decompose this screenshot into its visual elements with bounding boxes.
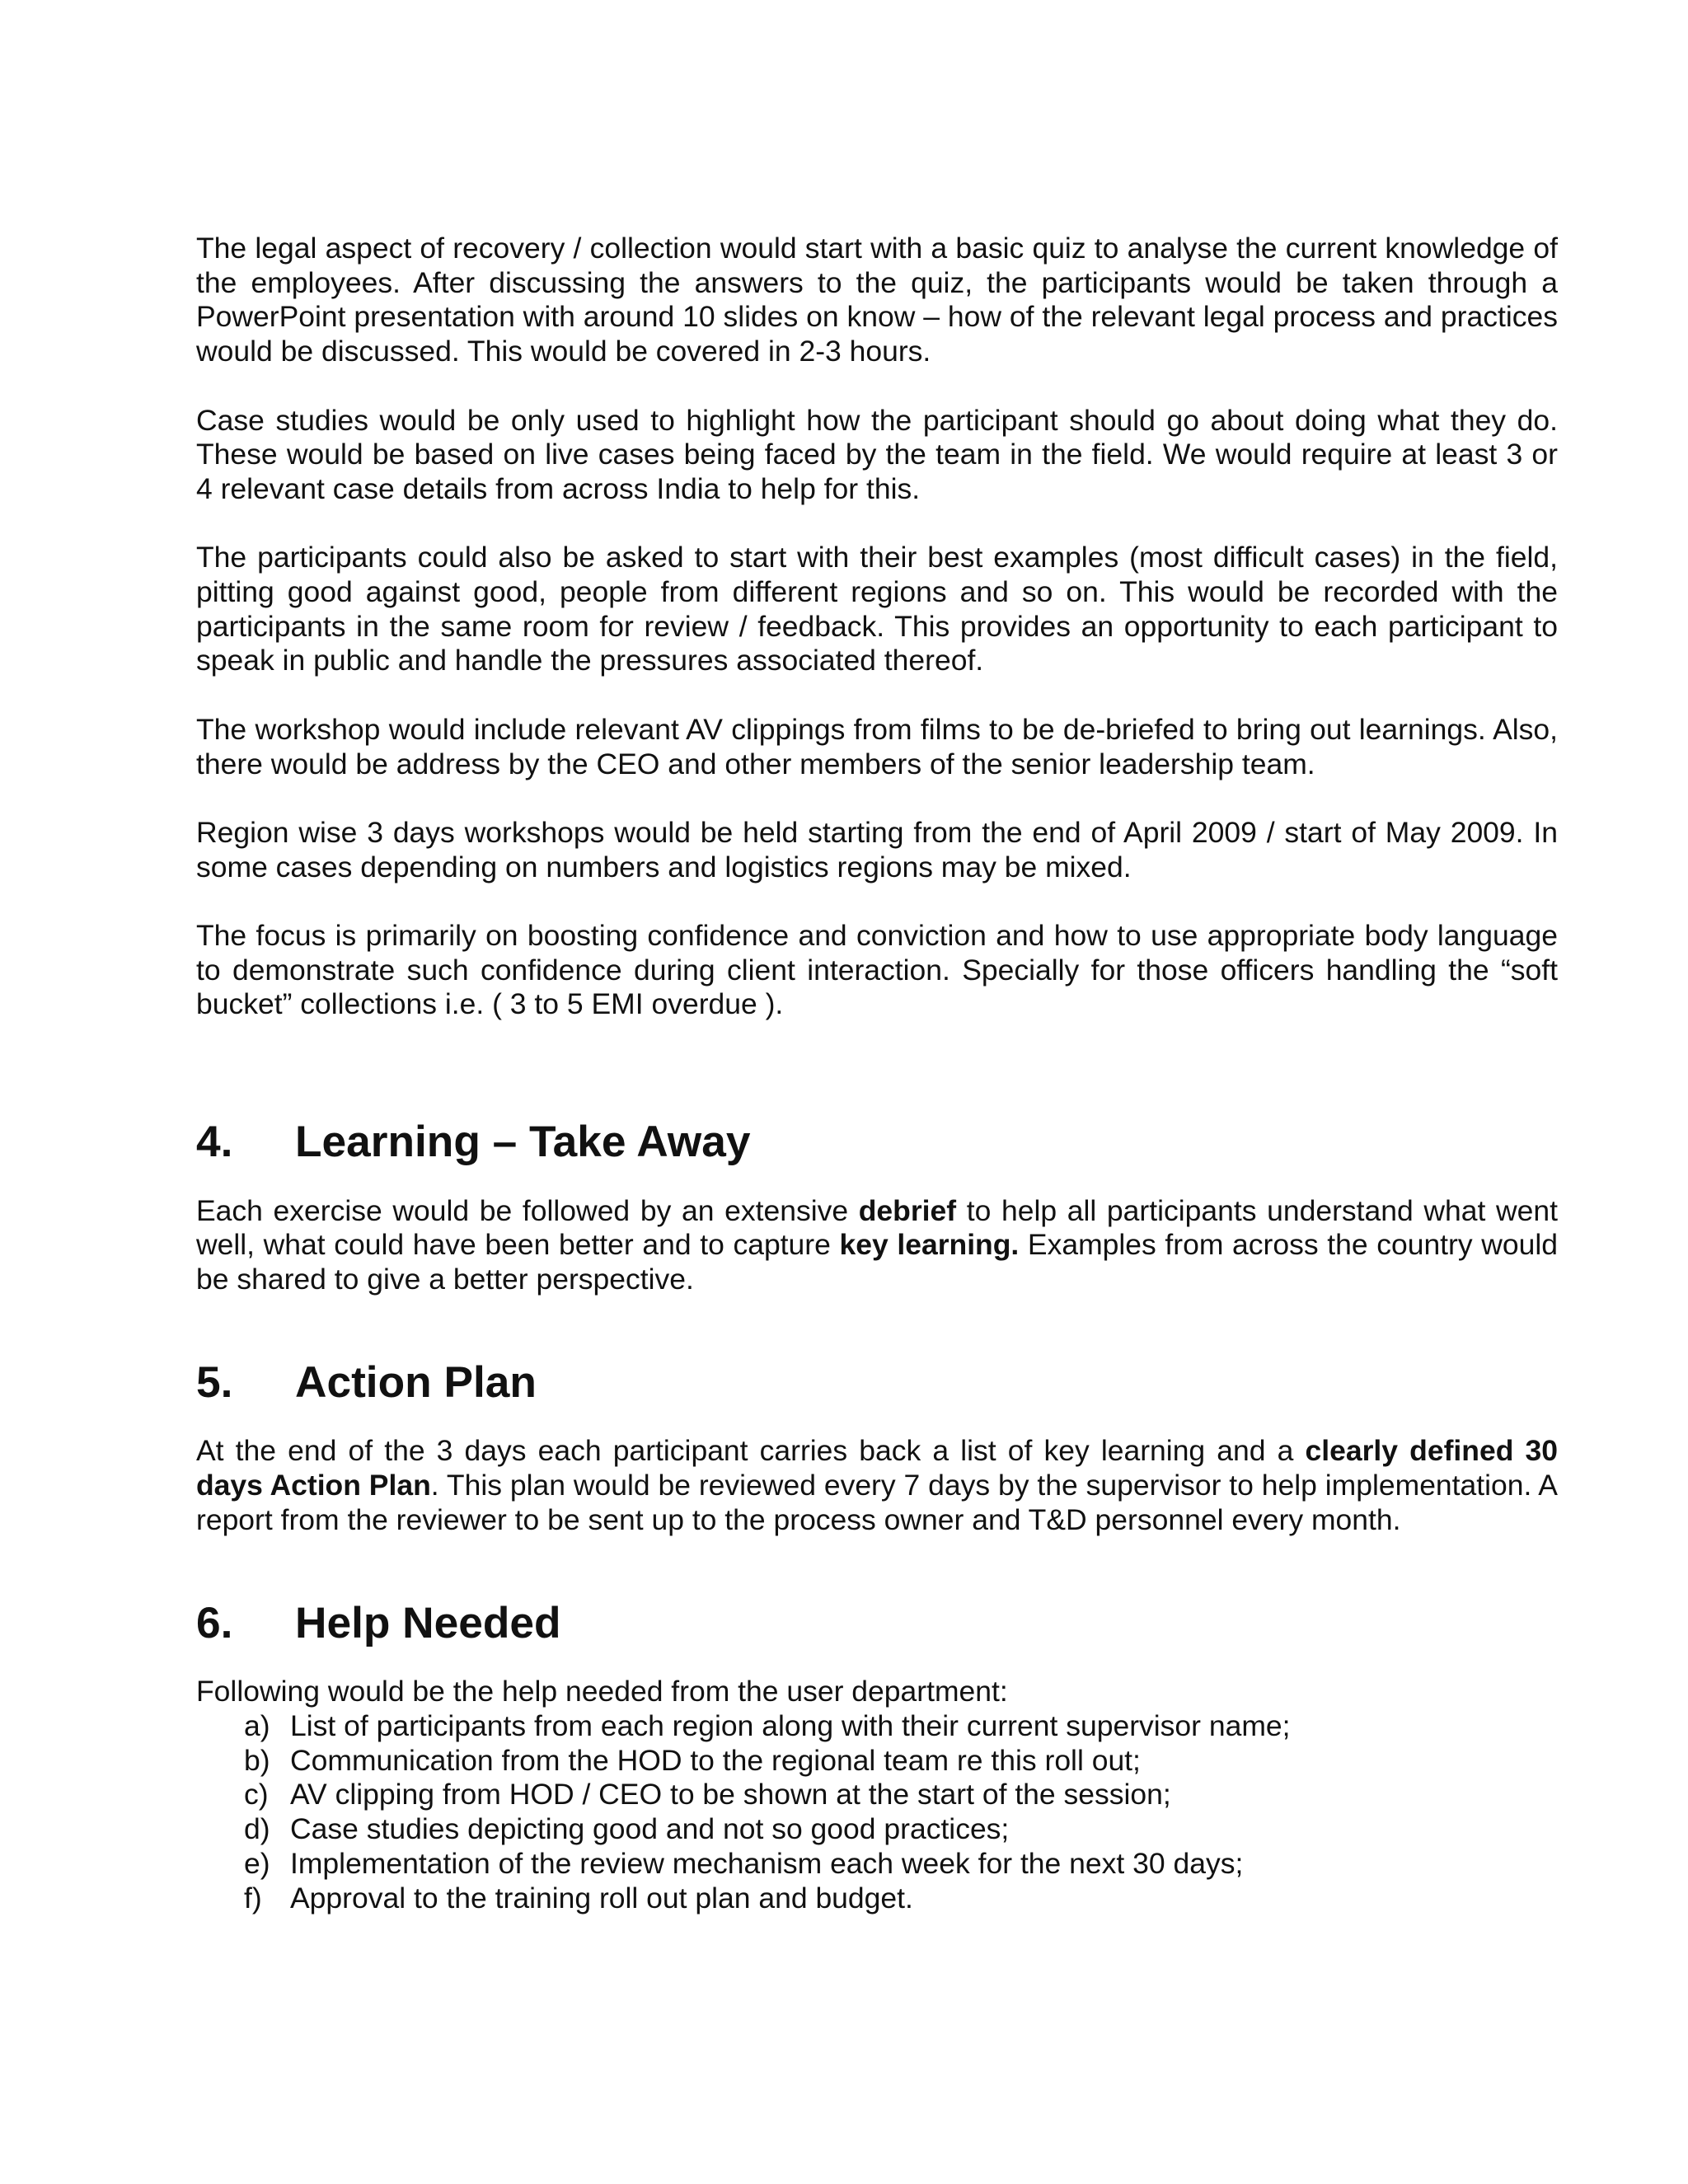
- paragraph-case-studies: Case studies would be only used to highlight how the participant should go about doing what they do. These would be based on live cases being faced by the team in the field. We would require at least 3 or 4 relevant case details from across India to help for this.: [196, 403, 1558, 505]
- section-title: Action Plan: [295, 1358, 537, 1408]
- paragraph-av-clippings: The workshop would include relevant AV clippings from films to be de-briefed to bring out learnings. Also, there would be address by the CEO and other members of the senior leadership team.: [196, 712, 1558, 780]
- paragraph-best-examples: The participants could also be asked to start with their best examples (most difficult cases) in the field, pitting good against good, people from different regions and so on. This would be recorded with the participants in the same room for review / feedback. This provides an opportunity to each participant to speak in public and handle the pressures associated thereof.: [196, 541, 1558, 677]
- list-item: b) Communication from the HOD to the regional team re this roll out;: [244, 1743, 1141, 1777]
- section-heading-learning: [196, 1118, 1558, 1167]
- list-item: e) Implementation of the review mechanism each week for the next 30 days;: [244, 1846, 1244, 1880]
- section-heading-help-needed: [196, 1598, 1558, 1647]
- list-item: d) Case studies depicting good and not so good practices;: [244, 1812, 1010, 1846]
- list-item: c) AV clipping from HOD / CEO to be shown at the start of the session;: [244, 1778, 1171, 1811]
- section-title: Help Needed: [295, 1598, 561, 1647]
- help-needed-list: [196, 1709, 1558, 1915]
- section-number: 5.: [196, 1358, 233, 1408]
- document-page: [196, 232, 1558, 1915]
- section-number: 4.: [196, 1118, 233, 1167]
- list-item: f) Approval to the training roll out plan and budget.: [244, 1881, 913, 1915]
- list-item: a) List of participants from each region along with their current supervisor name;: [244, 1709, 1291, 1743]
- paragraph-region-workshops: Region wise 3 days workshops would be held starting from the end of April 2009 / start of May 2009. In some cases depending on numbers and logistics regions may be mixed.: [196, 815, 1558, 883]
- section-heading-action-plan: [196, 1358, 1558, 1408]
- paragraph-focus: The focus is primarily on boosting confidence and conviction and how to use appropriate body language to demonstrate such confidence during client interaction. Specially for those officers handling the “soft bucket” collections i.e. ( 3 to 5 EMI overdue ).: [196, 918, 1558, 1021]
- paragraph-help-intro: Following would be the help needed from the user department:: [196, 1675, 1008, 1708]
- section-title: Learning – Take Away: [295, 1118, 751, 1167]
- paragraph-legal-aspect: The legal aspect of recovery / collection would start with a basic quiz to analyse the current knowledge of the employees. After discussing the answers to the quiz, the participants would be taken through a PowerPoint presentation with around 10 slides on know – how of the relevant legal process and practices would be discussed. This would be covered in 2-3 hours.: [196, 232, 1558, 368]
- paragraph-action-plan: At the end of the 3 days each participant carries back a list of key learning and a clearly defined 30 days Action Plan. This plan would be reviewed every 7 days by the supervisor to help implementation. A report from the reviewer to be sent up to the process owner and T&D personnel every month.: [196, 1434, 1558, 1536]
- paragraph-learning-takeaway: Each exercise would be followed by an extensive debrief to help all participants understand what went well, what could have been better and to capture key learning. Examples from across the country would be shared to give a better perspective.: [196, 1193, 1558, 1296]
- section-number: 6.: [196, 1598, 233, 1647]
